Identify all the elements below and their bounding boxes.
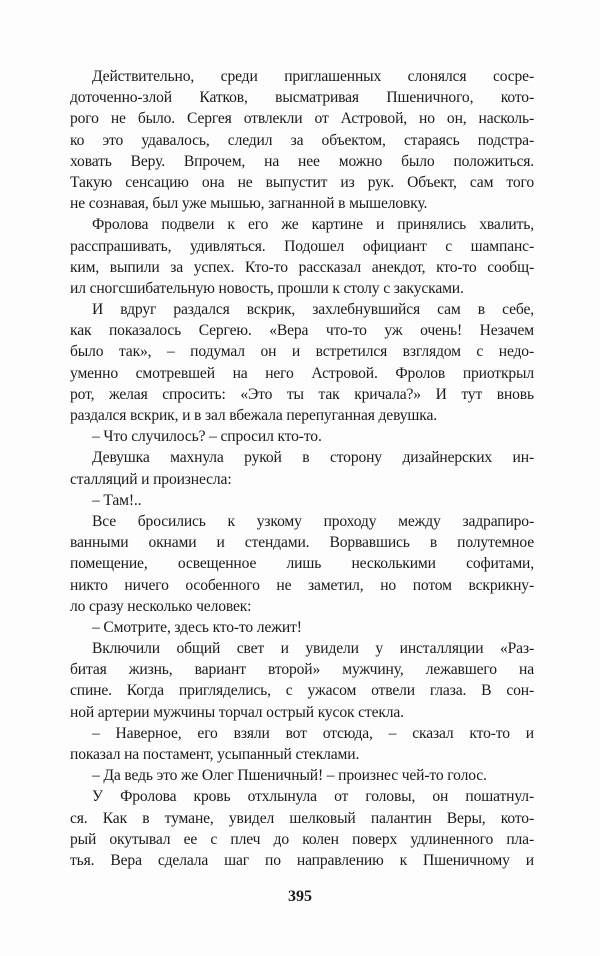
text-line: – Что случилось? – спросил кто-то. bbox=[92, 428, 322, 446]
text-line: тья. Вера сделала шаг по направлению к Пшеничному и bbox=[70, 851, 534, 869]
text-line: Девушка махнула рукой в сторону дизайнерских ин- bbox=[92, 449, 534, 467]
text-line: ко это удавалось, следил за объектом, стараясь подстра- bbox=[70, 131, 534, 149]
text-line: ло сразу несколько человек: bbox=[70, 597, 252, 615]
text-line: спине. Когда пригляделись, с ужасом отвели глаза. В сон- bbox=[70, 682, 534, 700]
text-line: сталляций и произнесла: bbox=[70, 470, 232, 488]
page-number: 395 bbox=[288, 888, 312, 905]
text-line: Такую сенсацию она не выпустит из рук. Объект, сам того bbox=[70, 173, 534, 191]
text-line: никто ничего особенного не заметил, но потом вскрикну- bbox=[70, 576, 534, 594]
text-line: ся. Как в тумане, увидел шелковый палантин Веры, кото- bbox=[70, 809, 534, 827]
text-line: Фролова подвели к его же картине и принялись хвалить, bbox=[92, 216, 534, 234]
text-line: не сознавая, был уже мышью, загнанной в мышеловку. bbox=[70, 195, 428, 213]
text-line: доточенно-злой Катков, высматривая Пшеничного, кото- bbox=[70, 89, 534, 107]
text-line: рого не было. Сергея отвлекли от Астровой, но он, насколь- bbox=[70, 110, 534, 128]
text-line: Включили общий свет и увидели у инсталляции «Раз- bbox=[92, 640, 534, 658]
text-line: рый окутывал ее с плеч до колен поверх удлиненного пла- bbox=[70, 830, 534, 848]
text-line: уменно смотревшей на него Астровой. Фролов приоткрыл bbox=[70, 364, 534, 382]
text-line: раздался вскрик, и в зал вбежала перепуганная девушка. bbox=[70, 407, 437, 424]
text-line: битая жизнь, вариант второй» мужчину, лежавшего на bbox=[70, 661, 534, 679]
text-line: было так», – подумал он и встретился взглядом с недо- bbox=[70, 343, 534, 361]
text-line: – Смотрите, здесь кто-то лежит! bbox=[92, 618, 302, 636]
text-line: ховать Веру. Впрочем, на нее можно было положиться. bbox=[70, 152, 534, 170]
text-line: помещение, освещенное лишь несколькими софитами, bbox=[70, 555, 534, 573]
text-line: – Да ведь это же Олег Пшеничный! – произнес чей-то голос. bbox=[92, 767, 487, 785]
text-line: ной артерии мужчины торчал острый кусок стекла. bbox=[70, 703, 404, 721]
text-line: ванными окнами и стендами. Ворвавшись в полутемное bbox=[70, 534, 534, 552]
text-line: рот, желая спросить: «Это ты так кричала?» И тут вновь bbox=[70, 385, 534, 403]
text-line: ким, выпили за успех. Кто-то рассказал анекдот, кто-то сообщ- bbox=[70, 258, 534, 276]
text-line: – Наверное, его взяли вот отсюда, – сказал кто-то и bbox=[92, 724, 534, 742]
text-line: У Фролова кровь отхлынула от головы, он пошатнул- bbox=[92, 788, 534, 806]
text-line: И вдруг раздался вскрик, захлебнувшийся сам в себе, bbox=[92, 301, 534, 319]
text-line: показал на постамент, усыпанный стеклами. bbox=[70, 746, 360, 763]
text-line: ил сногсшибательную новость, прошли к столу с закусками. bbox=[70, 279, 464, 297]
text-line: расспрашивать, удивляться. Подошел официант с шампанс- bbox=[70, 237, 534, 255]
text-line: Действительно, среди приглашенных слонялся сосре- bbox=[92, 68, 534, 85]
text-line: – Там!.. bbox=[92, 491, 142, 509]
text-line: как показалось Сергею. «Вера что-то уж очень! Незачем bbox=[70, 322, 534, 340]
body-text bbox=[70, 66, 534, 871]
text-line: Все бросились к узкому проходу между задрапиро- bbox=[92, 512, 534, 530]
